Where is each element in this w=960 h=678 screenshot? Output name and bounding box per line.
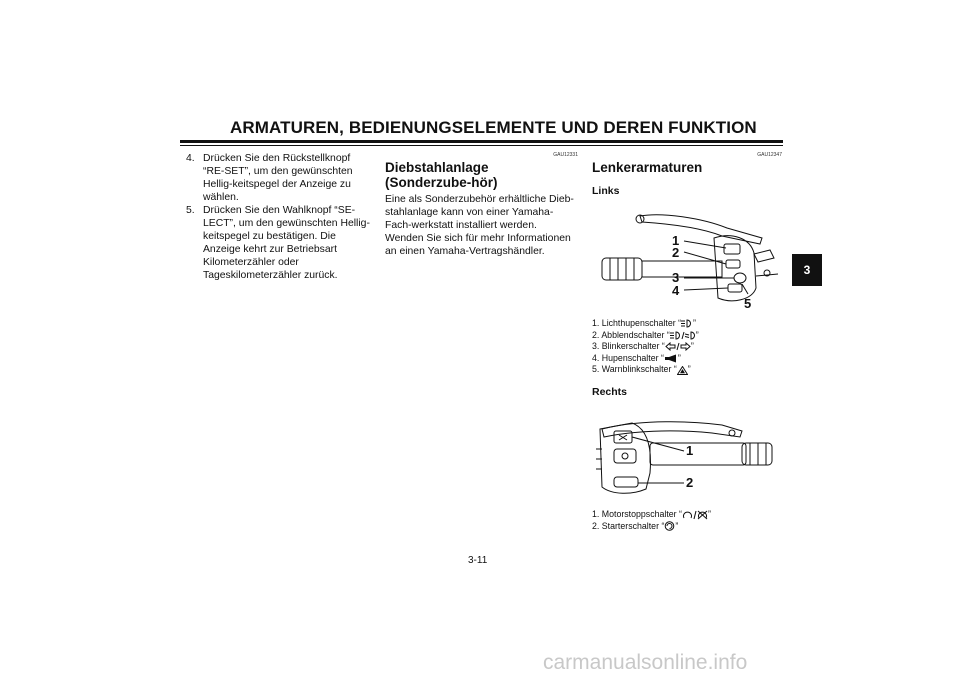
step-number: 5. [186, 205, 195, 216]
hazard-icon [677, 366, 688, 375]
caption-text: Abblendschalter “ [601, 329, 670, 340]
header-rule-thin [180, 145, 783, 146]
caption-text: Starterschalter “ [601, 520, 665, 531]
step-number: 4. [186, 153, 195, 164]
section-heading: Lenkerarmaturen [592, 160, 703, 175]
subheading-left: Links [592, 185, 620, 197]
turn-signal-icon [665, 342, 691, 351]
right-handlebar-illustration [592, 399, 782, 509]
body-paragraph: Eine als Sonderzubehör erhältliche Dieb-stahlanlage kann von einer Yamaha-Fach-werkstatt installiert werden. Wenden Sie sich für mehr Informationen an einen Yamaha-Vertragshändler. [385, 194, 574, 257]
subheading-right: Rechts [592, 385, 628, 398]
horn-icon [664, 354, 678, 363]
watermark: carmanualsonline.info [543, 651, 748, 674]
caption-text: Blinkerschalter “ [601, 341, 665, 352]
callout-3: 3 [672, 270, 680, 285]
caption-number: 5. [592, 364, 600, 375]
header-rule [180, 140, 783, 143]
right-captions [592, 509, 782, 532]
list-item [182, 204, 372, 282]
right-column [592, 152, 782, 532]
callout-4: 4 [672, 283, 680, 298]
caption-text: Motorstoppschalter “ [601, 508, 682, 519]
section-heading: Diebstahlanlage (Sonderzube-hör) [385, 160, 498, 190]
caption-item [592, 318, 782, 330]
caption-number: 1. [592, 318, 600, 328]
caption-quote: ” [690, 341, 694, 352]
left-captions [592, 318, 782, 376]
page-number: 3-11 [468, 555, 488, 566]
dimmer-icon [670, 331, 696, 340]
steps-list [182, 152, 372, 282]
section-tab: 3 [792, 254, 822, 286]
caption-item [592, 353, 782, 365]
reference-code: GAU12331 [553, 152, 578, 158]
caption-number: 4. [592, 352, 600, 363]
caption-number: 3. [592, 341, 600, 352]
caption-number: 1. [592, 508, 600, 519]
caption-quote: ” [677, 352, 681, 363]
caption-item [592, 509, 782, 521]
middle-column [385, 152, 578, 258]
caption-text: Hupenschalter “ [601, 352, 664, 363]
caption-quote: ” [675, 520, 679, 531]
step-text: Drücken Sie den Rückstellknopf “RE-SET”, um den gewünschten Hellig-keitspegel der Anzeige zu wählen. [203, 153, 353, 203]
caption-number: 2. [592, 329, 600, 340]
callout-1: 1 [686, 442, 694, 458]
caption-text: Warnblinkschalter “ [601, 364, 677, 375]
caption-number: 2. [592, 520, 600, 531]
list-item [182, 152, 372, 204]
caption-quote: ” [707, 508, 711, 519]
caption-item [592, 364, 782, 376]
caption-quote: ” [687, 364, 691, 375]
passing-light-icon [681, 319, 693, 328]
caption-item [592, 330, 782, 342]
caption-item [592, 521, 782, 533]
callout-2: 2 [686, 474, 694, 490]
page-header: ARMATUREN, BEDIENUNGSELEMENTE UND DEREN FUNKTION [230, 118, 757, 137]
callout-1: 1 [672, 233, 680, 248]
caption-quote: ” [695, 329, 699, 340]
reference-code: GAU12347 [757, 152, 782, 158]
step-text: Drücken Sie den Wahlknopf “SE-LECT”, um den gewünschten Hellig-keitspegel zu bestätigen. Die Anzeige kehrt zur Betriebsart Kilometerzähler oder Tageskilometerzähler zurück. [203, 205, 370, 281]
caption-quote: ” [693, 318, 696, 328]
engine-stop-icon [682, 510, 708, 520]
callout-5: 5 [744, 296, 752, 311]
left-column [182, 152, 372, 282]
starter-icon [664, 521, 675, 531]
callout-2: 2 [672, 245, 680, 260]
left-handlebar-illustration [592, 198, 782, 318]
caption-item [592, 341, 782, 353]
caption-text: Lichthupenschalter “ [601, 318, 682, 328]
